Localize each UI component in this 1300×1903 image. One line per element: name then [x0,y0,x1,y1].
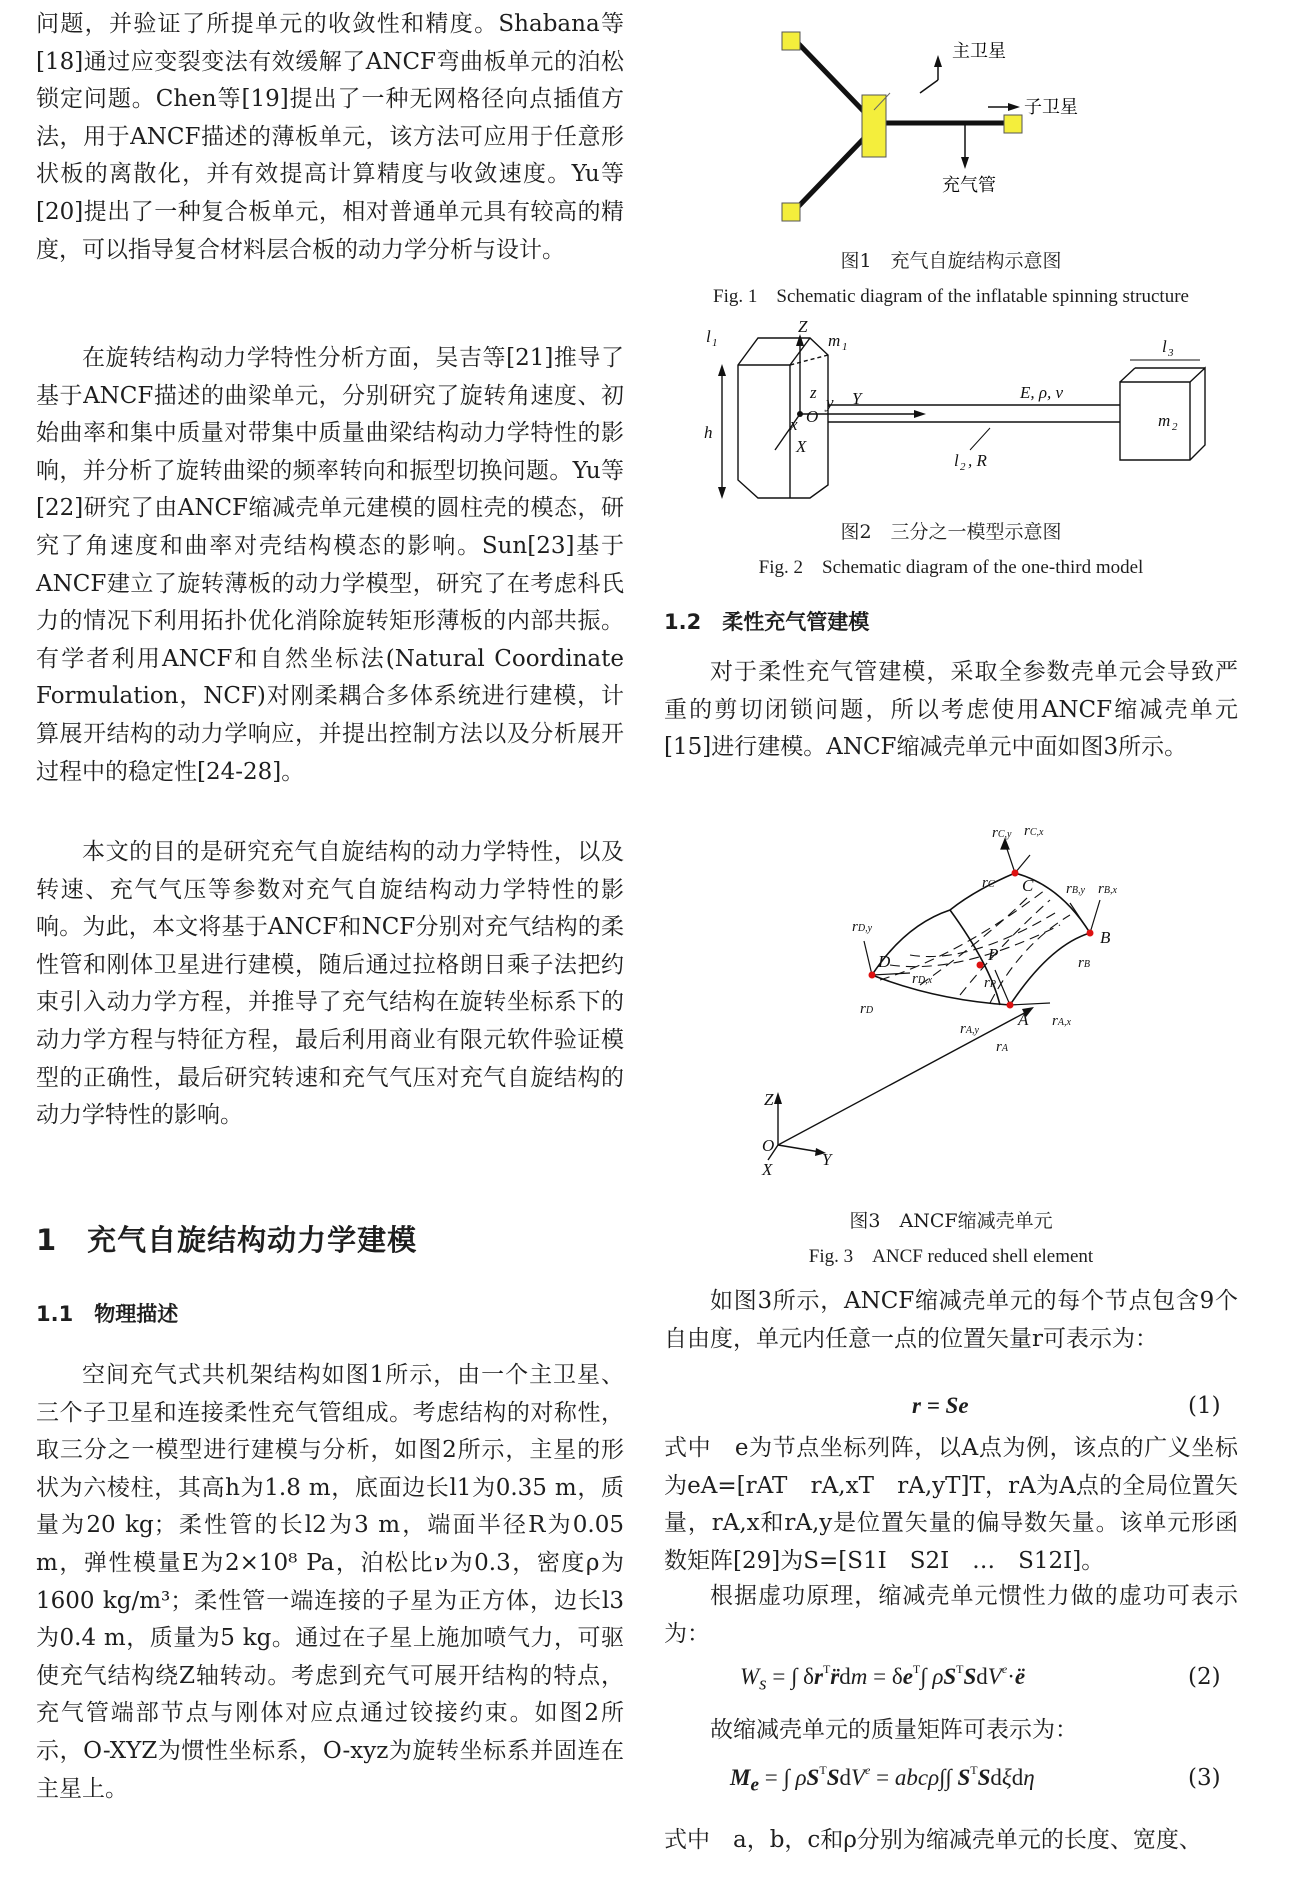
sub-satellite-right [1004,115,1022,133]
svg-text:P: P [988,945,999,964]
svg-text:Y: Y [822,1150,832,1169]
svg-text:Y: Y [852,389,862,408]
svg-text:l: l [1162,337,1167,356]
intro-paragraph-2: 在旋转结构动力学特性分析方面，吴吉等[21]推导了基于ANCF描述的曲梁单元，分别研究了旋转角速度、初始曲率和集中质量对带集中质量曲梁结构动力学特性的影响，并分析了旋转曲梁的频率转向和振型切换问题。Yu等[22]研究了由ANCF缩减壳单元建模的圆柱壳的模态，研究了角速度和曲率对壳结构模态的影响。Sun[23]基于ANCF建立了旋转薄板的动力学模型，研究了在考虑科氏力的情况下利用拓扑优化消除旋转矩形薄板的内部共振。有学者利用ANCF和自然坐标法(Natural Coordinate Formulation，NCF)对刚柔耦合多体系统进行建模，计算展开结构的动力学响应，并提出控制方法以及分析展开过程中的稳定性[24-28]。 [36,345,624,785]
svg-text:rD: rD [860,1001,874,1017]
svg-text:2: 2 [1172,421,1178,433]
mass-matrix-paragraph: 故缩减壳单元的质量矩阵可表示为： [710,1717,1078,1743]
svg-text:z: z [810,383,817,402]
svg-text:x: x [790,415,798,434]
svg-text:Z: Z [798,320,808,336]
svg-text:2: 2 [960,461,966,473]
svg-text:, R: , R [968,451,987,470]
svg-text:rC,x: rC,x [1024,823,1044,839]
sub-satellite-bottom [782,203,800,221]
svg-text:X: X [762,1160,773,1179]
virtual-work-paragraph: 根据虚功原理，缩减壳单元惯性力做的虚功可表示为： [664,1583,1238,1647]
svg-text:rA: rA [996,1039,1008,1055]
figure-3-caption-en: Fig. 3 ANCF reduced shell element [808,1246,1094,1267]
svg-text:rB: rB [1078,955,1090,971]
figure-1-caption-en: Fig. 1 Schematic diagram of the inflatable spinning structure [713,286,1189,307]
figure-2-caption-cn: 图2 三分之一模型示意图 [840,521,1062,543]
tube-paragraph: 对于柔性充气管建模，采取全参数壳单元会导致严重的剪切闭锁问题，所以考虑使用ANCF缩减壳单元[15]进行建模。ANCF缩减壳单元中面如图3所示。 [664,659,1238,761]
physics-paragraph: 空间充气式共机架结构如图1所示，由一个主卫星、三个子卫星和连接柔性充气管组成。考虑结构的对称性，取三分之一模型进行建模与分析，如图2所示，主星的形状为六棱柱，其高h为1.8 m，底面边长l1为0.35 m，质量为20 kg；柔性管的长l2为3 m，端面半径R为0.05 m，弹性模量E为2×10⁸ Pa，泊松比ν为0.3，密度ρ为1600 kg/m³；柔性管一端连接的子星为正方体，边长l3为0.4 m，质量为5 kg。通过在子星上施加喷气力，可驱使充气结构绕Z轴转动。考虑到充气可展开结构的特点，充气管端部节点与刚体对应点通过铰接约束。如图2所示，O-XYZ为惯性坐标系，O-xyz为旋转坐标系并固连在主星上。 [36,1362,624,1802]
svg-text:rD,y: rD,y [852,919,873,935]
svg-text:O: O [762,1136,775,1155]
svg-text:m: m [828,331,841,350]
svg-text:B: B [1100,928,1111,947]
equation-3-number: (3) [1188,1765,1221,1791]
dof-paragraph: 如图3所示，ANCF缩减壳单元的每个节点包含9个自由度，单元内任意一点的位置矢量r可表示为： [664,1288,1238,1352]
fig1-label-main: 主卫星 [952,41,1006,61]
fig1-label-sub: 子卫星 [1024,97,1078,117]
svg-text:rB,x: rB,x [1098,881,1117,897]
svg-text:rD,x: rD,x [912,971,933,987]
svg-text:A: A [1018,1010,1029,1029]
main-satellite [862,95,886,157]
svg-text:3: 3 [1168,347,1174,359]
section-1-2-heading: 1.2 柔性充气管建模 [664,610,870,634]
equation-3: $M_e$ = ∫ $\rho S^TSdV^e = abc\rho\int\int$ $S^TSd\xi d\eta$ [730,1763,1035,1796]
svg-text:l: l [954,451,959,470]
svg-text:O: O [806,407,819,426]
svg-text:C: C [1022,876,1034,895]
e-definition-paragraph: 式中 e为节点坐标列阵，以A点为例，该点的广义坐标为eA=[rAT rA,xT rA,yT]T，rA为A点的全局位置矢量，rA,x和rA,y是位置矢量的偏导数矢量。该单元形函数矩阵[29]为S=[S1I S2I … S12I]。 [664,1435,1238,1574]
equation-1 [912,1393,969,1419]
svg-text:l: l [706,327,711,346]
svg-text:Z: Z [764,1090,774,1109]
sub-satellite-top [782,32,800,50]
svg-text:rA,x: rA,x [1052,1013,1071,1029]
figure-3-diagram [760,815,1140,1185]
svg-text:y: y [826,393,834,412]
last-line-paragraph: 式中 a，b，c和ρ分别为缩减壳单元的长度、宽度、 [664,1827,1202,1853]
intro-paragraph-1: 问题，并验证了所提单元的收敛性和精度。Shabana等[18]通过应变裂变法有效缓解了ANCF弯曲板单元的泊松锁定问题。Chen等[19]提出了一种无网格径向点插值方法，用于ANCF描述的薄板单元，该方法可应用于任意形状板的离散化，并有效提高计算精度与收敛速度。Yu等[20]提出了一种复合板单元，相对普通单元具有较高的精度，可以指导复合材料层合板的动力学分析与设计。 [36,11,624,263]
section-1-1-heading: 1.1 物理描述 [36,1302,179,1326]
figure-1-diagram [760,15,1120,240]
svg-text:rC,y: rC,y [992,825,1012,841]
svg-text:rC: rC [982,875,995,891]
figure-2-caption-en: Fig. 2 Schematic diagram of the one-third model [758,557,1144,578]
equation-2-number: (2) [1188,1664,1221,1690]
svg-text:E, ρ, ν: E, ρ, ν [1020,383,1064,402]
figure-1-caption-cn: 图1 充气自旋结构示意图 [840,250,1062,272]
svg-text:h: h [704,423,713,442]
section-1-heading: 1 充气自旋结构动力学建模 [36,1223,418,1257]
svg-text:D: D [878,952,891,971]
svg-text:rB,y: rB,y [1066,881,1085,897]
equation-2: $W_s$ = ∫ $\delta r^Tr̈dm = \delta e^T\int$ $\rho S^TSdV^e\cdot ë$ [740,1662,1026,1695]
intro-paragraph-3: 本文的目的是研究充气自旋结构的动力学特性，以及转速、充气气压等参数对充气自旋结构动力学特性的影响。为此，本文将基于ANCF和NCF分别对充气结构的柔性管和刚体卫星进行建模，随后通过拉格朗日乘子法把约束引入动力学方程，并推导了充气结构在旋转坐标系下的动力学方程与特征方程，最后利用商业有限元软件验证模型的正确性，最后研究转速和充气气压对充气自旋结构的动力学特性的影响。 [36,839,624,1129]
svg-text:rA,y: rA,y [960,1021,979,1037]
svg-text:m: m [1158,411,1171,430]
equation-1-number: (1) [1188,1393,1221,1419]
svg-text:1: 1 [712,337,718,349]
svg-text:rP: rP [984,975,996,991]
svg-text:1: 1 [842,341,848,353]
figure-3-caption-cn: 图3 ANCF缩减壳单元 [849,1210,1053,1232]
fig1-label-tube: 充气管 [942,175,996,195]
equation-1-text: r = Se [912,1393,969,1418]
figure-2-diagram [700,320,1220,505]
svg-text:X: X [796,437,807,456]
